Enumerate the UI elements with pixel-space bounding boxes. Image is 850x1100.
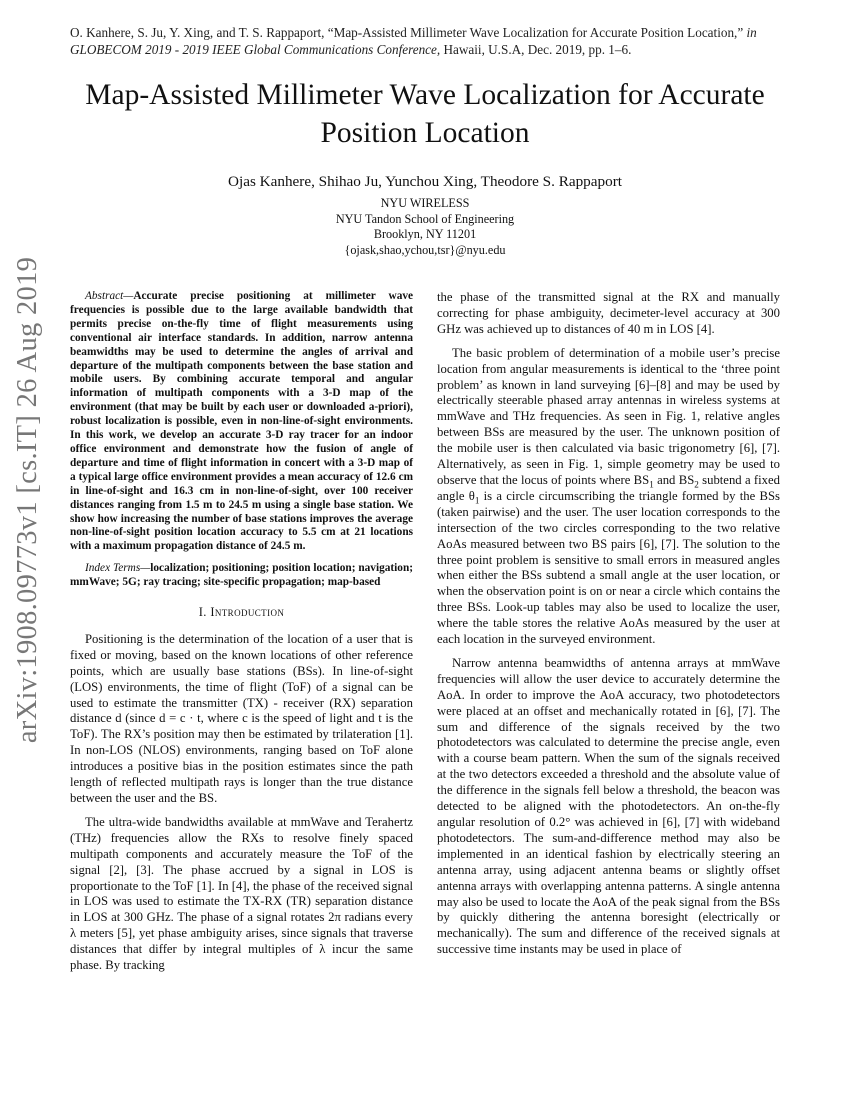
affiliation-block [60, 196, 790, 258]
affiliation-email: {ojask,shao,ychou,tsr}@nyu.edu [344, 242, 506, 257]
arxiv-stamp: arXiv:1908.09773v1 [cs.IT] 26 Aug 2019 [12, 256, 43, 744]
affiliation-group: NYU WIRELESS [380, 196, 470, 210]
citation-details: Hawaii, U.S.A, Dec. 2019, pp. 1–6. [443, 42, 632, 57]
intro-paragraph-2: The ultra-wide bandwidths available at mmWave and Terahertz (THz) frequencies allow the RXs to resolve finely spaced multipath components and accurately measure the ToF of the signal [2], [3]. The phase accrued by a signal in LOS is proportionate to the ToF [1]. In [4], the phase of the received signal in LOS was used to estimate the TX-RX (TR) separation distance in LOS at 300 GHz. The phase of a signal rotates 2π radians every λ meters [5], yet phase ambiguity arises, since signals that traverse distances that differ by integral multiples of λ incur the same phase. By tracking [70, 814, 413, 973]
p4-text-and: and BS [653, 472, 695, 487]
p4-text-c: is a circle circumscribing the triangle formed by the BSs (taken pairwise) and the user. The user location corresponds to the intersection of the two circles corresponding to the two relative AoAs measured between two BS pairs [6], [7]. The solution to the three point problem is sensitive to small errors in measured angles when either the BSs subtend a small angle at the user location, or when the observation point is on or near a circle which contains the three BSs. Look-up tables may also be used to localize the user, where the table stores the relative AoAs measured by the user at each location in the surveyed environment. [437, 488, 780, 647]
p4-subscript-2: 2 [694, 479, 699, 490]
abstract-text: Accurate precise positioning at millimeter wave frequencies is possible due to the large available bandwidth that permits precise on-the-fly time of flight measurements using conventional air interface standards. In addition, narrow antenna beamwidths may be used to determine the angles of arrival and departure of the multipath components between the base station and mobile users. By combining accurate temporal and angular information of multipath components with a 3-D map of the environment (that may be built by each user or downloaded a-priori), robust localization is possible, even in non-line-of-sight environments. In this work, we develop an accurate 3-D ray tracer for an indoor office environment and demonstrate how the fusion of angle of departure and time of flight information in concert with a 3-D map of a typical large office environment provides a mean accuracy of 12.6 cm in line-of-sight and 16.3 cm in non-line-of-sight, over 100 receiver distances ranging from 1.5 m to 24.5 m using a single base station. We show how increasing the number of base stations improves the average non-line-of-sight position location accuracy to 5.5 cm at 21 locations with a maximum propagation distance of 24.5 m. [70, 290, 413, 553]
index-terms-text: localization; positioning; position location; navigation; mmWave; 5G; ray tracing; site-specific propagation; map-based [70, 562, 413, 589]
citation-title: “Map-Assisted Millimeter Wave Localization for Accurate Position Location,” [327, 25, 744, 40]
citation-authors: O. Kanhere, S. Ju, Y. Xing, and T. S. Rappaport, [70, 25, 325, 40]
right-column [437, 290, 780, 958]
abstract-label: Abstract— [85, 290, 134, 302]
index-terms-label: Index Terms— [85, 562, 151, 575]
intro-paragraph-1: Positioning is the determination of the location of a user that is fixed or moving, based on the known locations of other reference points, which are usually base stations (BSs). In line-of-sight (LOS) environments, the time of flight (ToF) of a signal can be used to estimate the transmitter (TX) - receiver (RX) separation distance d (since d = c · t, where c is the speed of light and t is the ToF). The RX’s position may then be estimated by trilateration [1]. In non-LOS (NLOS) environments, ranging based on ToF alone introduces a positive bias in the position estimates since the path length of reflected multipath rays is longer than the true distance between the user and the BS. [70, 631, 413, 805]
affiliation-school: NYU Tandon School of Engineering [335, 211, 515, 226]
intro-paragraph-3: the phase of the transmitted signal at the RX and manually correcting for phase ambiguity, decimeter-level accuracy at 300 GHz was achieved up to distances of 40 m in LOS [4]. [437, 290, 780, 336]
arxiv-sidebar [8, 256, 48, 744]
left-column [70, 290, 413, 974]
citation-venue: in GLOBECOM 2019 - 2019 IEEE Global Communications Conference, [70, 25, 757, 57]
abstract [70, 290, 413, 554]
section-heading-introduction: I. Introduction [198, 605, 285, 620]
index-terms [70, 562, 413, 590]
p4-subscript-1: 1 [649, 479, 654, 490]
p4-text-b: subtend a fixed angle θ [437, 472, 780, 503]
intro-paragraph-5: Narrow antenna beamwidths of antenna arrays at mmWave frequencies will allow the user device to accurately determine the AoA. In order to improve the AoA accuracy, two photodetectors were placed at an offset and mechanically rotated in [6], [7]. The sum and difference of the signals received by the two photodetectors was calculated to determine the precise angle, even with a course beam pattern. When the sum of the signals received at the two detectors exceeded a threshold and the absolute value of the difference in the signals fell below a threshold, the beacon was detected to be aligned with the photodetectors. An on-the-fly angular resolution of 0.2° was achieved in [6], [7] with wideband photodetectors. The sum-and-difference method may also be implemented in an identical fashion by electrically steering an antenna array, using adjacent antenna beams or slightly offset antenna arrays with overlapping antenna patterns. A single antenna may also be used to locate the AoA of the peak signal from the BSs by quickly dithering the antenna boresight (electrically or mechanically). The sum and difference of the received signals at successive time instants may be used in place of [437, 655, 780, 957]
affiliation-city: Brooklyn, NY 11201 [373, 227, 477, 242]
paper-title: Map-Assisted Millimeter Wave Localization for Accurate Position Location [85, 79, 765, 149]
p4-subscript-3: 1 [474, 495, 480, 506]
citation-header [70, 24, 790, 58]
author-list: Ojas Kanhere, Shihao Ju, Yunchou Xing, Theodore S. Rappaport [228, 173, 622, 190]
intro-paragraph-4 [437, 346, 780, 648]
p4-text-a: The basic problem of determination of a mobile user’s precise location from angular measurements is identical to the ‘three point problem’ as known in land surveying [6]–[8] and may be used by electrically steerable phased array antennas in wireless systems at mmWave and THz frequencies. As seen in Fig. 1, relative angles between BSs are measured by the user. The unknown position of the mobile user is then calculated via basic trigonometry [6], [7]. Alternatively, as seen in Fig. 1, simple geometry may be used to observe that the locus of points where BS [437, 345, 780, 487]
